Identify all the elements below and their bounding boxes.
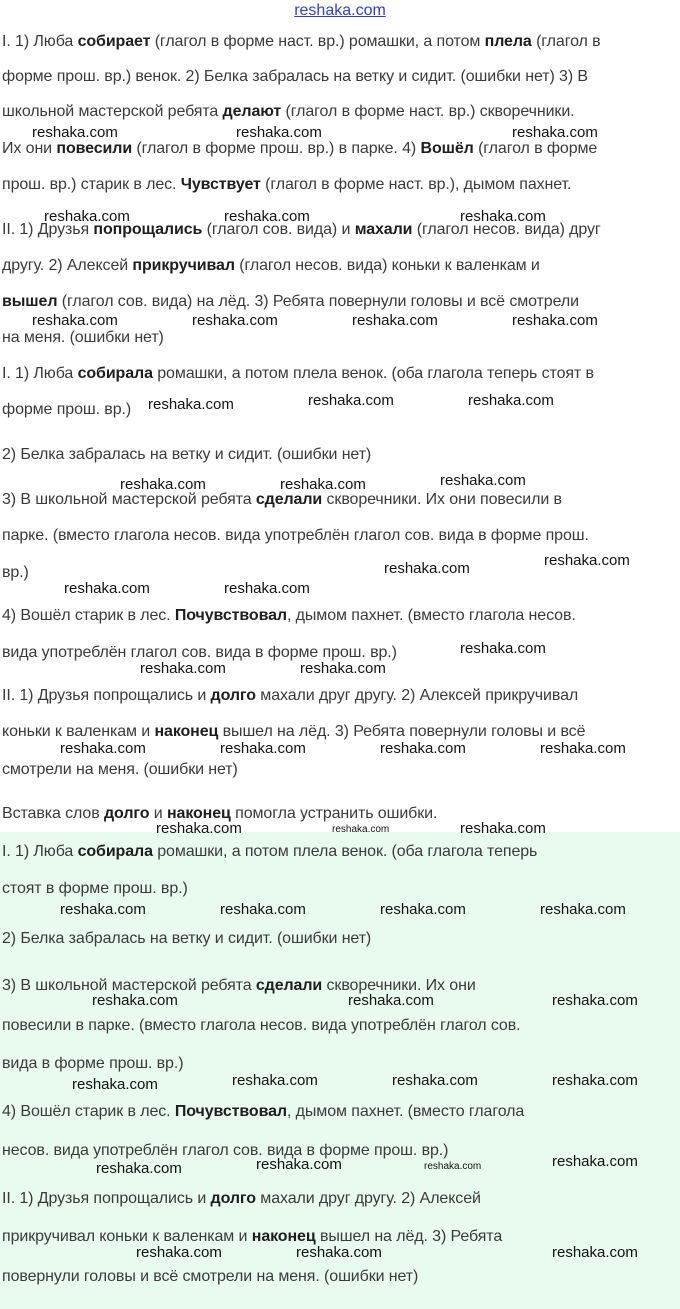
watermark: reshaka.com bbox=[440, 472, 526, 489]
watermark: reshaka.com bbox=[552, 1244, 638, 1261]
watermark: reshaka.com bbox=[156, 820, 242, 837]
watermark: reshaka.com bbox=[224, 580, 310, 597]
watermark: reshaka.com bbox=[544, 552, 630, 569]
watermark: reshaka.com bbox=[280, 476, 366, 493]
watermark: reshaka.com bbox=[460, 208, 546, 225]
text-line: 4) Вошёл старик в лес. Почувствовал, дымом пахнет. (вместо глагола несов. bbox=[2, 607, 576, 624]
section-original-analysis bbox=[0, 0, 680, 350]
text-line: II. 1) Друзья попрощались и долго махали друг другу. 2) Алексей bbox=[2, 1190, 481, 1207]
watermark: reshaka.com bbox=[348, 992, 434, 1009]
text-line: на меня. (ошибки нет) bbox=[2, 329, 164, 346]
watermark: reshaka.com bbox=[220, 901, 306, 918]
watermark: reshaka.com bbox=[392, 1072, 478, 1089]
watermark: reshaka.com bbox=[64, 580, 150, 597]
text-line: 2) Белка забралась на ветку и сидит. (ошибки нет) bbox=[2, 930, 372, 947]
watermark: reshaka.com bbox=[220, 740, 306, 757]
watermark: reshaka.com bbox=[512, 124, 598, 141]
watermark: reshaka.com bbox=[352, 312, 438, 329]
text-line: Их они повесили (глагол в форме прош. вр.) в парке. 4) Вошёл (глагол в форме bbox=[2, 140, 598, 157]
watermark: reshaka.com bbox=[552, 1153, 638, 1170]
watermark: reshaka.com bbox=[332, 824, 390, 835]
text-line: вида в форме прош. вр.) bbox=[2, 1055, 184, 1072]
text-line: вида употреблён глагол сов. вида в форме прош. вр.) bbox=[2, 644, 397, 661]
text-line: другу. 2) Алексей прикручивал (глагол несов. вида) коньки к валенкам и bbox=[2, 257, 540, 274]
text-line: 3) В школьной мастерской ребята сделали скворечники. Их они повесили в bbox=[2, 491, 562, 508]
watermark: reshaka.com bbox=[120, 476, 206, 493]
text-line: I. 1) Люба собирает (глагол в форме наст. вр.) ромашки, а потом плела (глагол в bbox=[2, 33, 601, 50]
watermark: reshaka.com bbox=[552, 1072, 638, 1089]
text-line: I. 1) Люба собирала ромашки, а потом плела венок. (оба глагола теперь bbox=[2, 843, 538, 860]
text-line: форме прош. вр.) венок. 2) Белка забралась на ветку и сидит. (ошибки нет) 3) В bbox=[2, 68, 588, 85]
text-line: II. 1) Друзья попрощались (глагол сов. вида) и махали (глагол несов. вида) друг bbox=[2, 221, 601, 238]
watermark: reshaka.com bbox=[236, 124, 322, 141]
watermark: reshaka.com bbox=[32, 124, 118, 141]
text-line: повернули головы и всё смотрели на меня. (ошибки нет) bbox=[2, 1268, 419, 1285]
text-line: парке. (вместо глагола несов. вида употреблён глагол сов. вида в форме прош. bbox=[2, 527, 589, 544]
watermark: reshaka.com bbox=[460, 820, 546, 837]
watermark: reshaka.com bbox=[96, 1160, 182, 1177]
watermark: reshaka.com bbox=[60, 901, 146, 918]
text-line: Вставка слов долго и наконец помогла устранить ошибки. bbox=[2, 805, 438, 822]
text-line: прош. вр.) старик в лес. Чувствует (глагол в форме наст. вр.), дымом пахнет. bbox=[2, 176, 572, 193]
watermark: reshaka.com bbox=[424, 1161, 482, 1172]
text-line: вышел (глагол сов. вида) на лёд. 3) Ребята повернули головы и всё смотрели bbox=[2, 293, 579, 310]
watermark: reshaka.com bbox=[136, 1244, 222, 1261]
watermark: reshaka.com bbox=[92, 992, 178, 1009]
watermark: reshaka.com bbox=[296, 1244, 382, 1261]
watermark: reshaka.com bbox=[512, 312, 598, 329]
watermark: reshaka.com bbox=[460, 640, 546, 657]
watermark: reshaka.com bbox=[300, 660, 386, 677]
watermark: reshaka.com bbox=[552, 992, 638, 1009]
text-line: 3) В школьной мастерской ребята сделали скворечники. Их они bbox=[2, 977, 476, 994]
watermark: reshaka.com bbox=[44, 208, 130, 225]
text-line: школьной мастерской ребята делают (глагол в форме наст. вр.) скворечники. bbox=[2, 103, 575, 120]
watermark: reshaka.com bbox=[308, 392, 394, 409]
watermark: reshaka.com bbox=[380, 901, 466, 918]
watermark: reshaka.com bbox=[60, 740, 146, 757]
text-line: прикручивал коньки к валенкам и наконец вышел на лёд. 3) Ребята bbox=[2, 1228, 503, 1245]
text-line: коньки к валенкам и наконец вышел на лёд. 3) Ребята повернули головы и всё bbox=[2, 723, 586, 740]
text-line: стоят в форме прош. вр.) bbox=[2, 880, 188, 897]
text-line: смотрели на меня. (ошибки нет) bbox=[2, 761, 238, 778]
watermark: reshaka.com bbox=[232, 1072, 318, 1089]
watermark: reshaka.com bbox=[256, 1156, 342, 1173]
site-link[interactable]: reshaka.com bbox=[294, 2, 386, 19]
text-line: несов. вида употреблён глагол сов. вида в форме прош. вр.) bbox=[2, 1142, 449, 1159]
watermark: reshaka.com bbox=[468, 392, 554, 409]
watermark: reshaka.com bbox=[540, 901, 626, 918]
watermark: reshaka.com bbox=[72, 1076, 158, 1093]
text-line: 2) Белка забралась на ветку и сидит. (ошибки нет) bbox=[2, 446, 372, 463]
watermark: reshaka.com bbox=[140, 660, 226, 677]
text-line: 4) Вошёл старик в лес. Почувствовал, дымом пахнет. (вместо глагола bbox=[2, 1103, 525, 1120]
text-line: повесили в парке. (вместо глагола несов. вида употреблён глагол сов. bbox=[2, 1017, 521, 1034]
watermark: reshaka.com bbox=[380, 740, 466, 757]
watermark: reshaka.com bbox=[384, 560, 470, 577]
text-line: I. 1) Люба собирала ромашки, а потом плела венок. (оба глагола теперь стоят в bbox=[2, 365, 594, 382]
text-line: вр.) bbox=[2, 564, 29, 581]
watermark: reshaka.com bbox=[224, 208, 310, 225]
text-line: II. 1) Друзья попрощались и долго махали друг другу. 2) Алексей прикручивал bbox=[2, 687, 579, 704]
watermark: reshaka.com bbox=[192, 312, 278, 329]
watermark: reshaka.com bbox=[32, 312, 118, 329]
text-line: форме прош. вр.) bbox=[2, 401, 132, 418]
watermark: reshaka.com bbox=[148, 396, 234, 413]
watermark: reshaka.com bbox=[540, 740, 626, 757]
